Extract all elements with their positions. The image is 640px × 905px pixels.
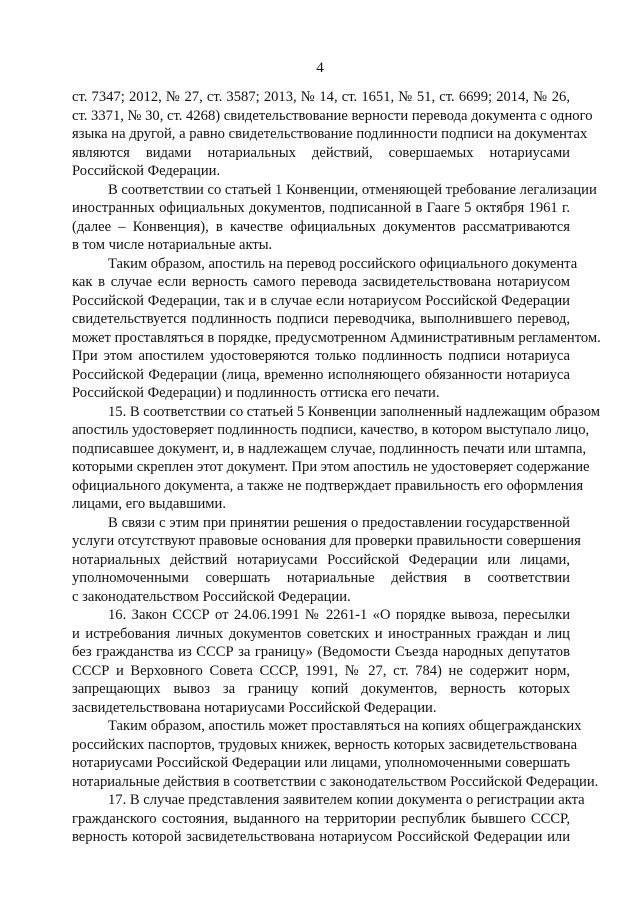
paragraph [72,181,597,255]
text-line: ст. 7347; 2012, № 27, ст. 3587; 2013, № 14, ст. 1651, № 51, ст. 6699; 2014, № 26, [72,89,570,105]
text-line: 15. В соответствии со статьей 5 Конвенции заполненный надлежащим образом [108,403,600,420]
text-line: (далее – Конвенция), в качестве официальных документов рассматриваются [72,218,570,235]
paragraph [72,717,599,791]
text-line: СССР и Верховного Совета СССР, 1991, № 27, ст. 784) не содержит норм, [72,662,570,679]
paragraph [72,88,593,181]
text-line: В соответствии со статьей 1 Конвенции, отменяющей требование легализации [108,181,597,198]
text-line: лицами, его выдавшими. [72,496,226,512]
paragraph [72,514,581,607]
text-line: подписавшее документ, и, в надлежащем случае, подлинность печати или штампа, [72,440,587,457]
text-line: которыми скреплен этот документ. При этом апостиль не удостоверяет содержание [72,459,590,475]
text-line: В связи с этим при принятии решения о предоставлении государственной [108,514,570,531]
text-line: с законодательством Российской Федерации. [72,588,351,605]
text-line: Российской Федерации. [72,163,221,179]
text-line: как в случае если верность самого перевода засвидетельствована нотариусом [72,274,570,290]
paragraph [72,606,570,717]
text-line: апостиль удостоверяет подлинность подписи, качество, в котором выступало лицо, [72,422,590,438]
text-line: нотариальных действий нотариусами Российской Федерации или лицами, [72,551,570,568]
text-line: Российской Федерации, так и в случае если нотариусом Российской Федерации [72,292,570,309]
text-line: Таким образом, апостиль на перевод российского официального документа [108,255,578,272]
text-line: засвидетельствована нотариусами Российской Федерации. [72,699,437,716]
text-line: услуги отсутствуют правовые основания для проверки правильности совершения [72,533,581,549]
page-number: 4 [316,60,324,76]
text-line: ст. 3371, № 30, ст. 4268) свидетельствование верности перевода документа с одного [72,107,593,124]
text-line: российских паспортов, трудовых книжек, верность которых засвидетельствована [72,736,578,753]
paragraph [72,791,585,847]
text-line: 17. В случае представления заявителем копии документа о регистрации акта [108,792,585,808]
text-line: в том числе нотариальные акты. [72,237,273,253]
text-line: запрещающих вывоз за границу копий документов, верность которых [72,681,570,697]
text-line: может проставляться в порядке, предусмотренном Административным регламентом. [72,329,601,346]
paragraph [72,403,600,514]
text-line: официального документа, а также не подтверждает правильность его оформления [72,477,584,494]
text-line: Российской Федерации (лица, временно исполняющего обязанности нотариуса [72,366,570,383]
text-line: гражданского состояния, выданного на территории республик бывшего СССР, [72,810,570,827]
text-line: без гражданства из СССР за границу» (Ведомости Съезда народных депутатов [72,644,570,660]
text-line: нотариусами Российской Федерации или лицами, уполномоченными совершать [72,755,570,771]
text-line: и истребования личных документов советских и иностранных граждан и лиц [72,625,570,642]
text-line: уполномоченными совершать нотариальные действия в соответствии [72,570,570,586]
paragraph [72,255,601,403]
text-line: верность которой засвидетельствована нотариусом Российской Федерации или [72,829,570,845]
text-line: свидетельствуется подлинность подписи переводчика, выполнившего перевод, [72,311,570,327]
text-line: языка на другой, а равно свидетельствование подлинности подписи на документах [72,126,588,142]
text-line: нотариальные действия в соответствии с законодательством Российской Федерации. [72,773,599,790]
text-line: При этом апостилем удостоверяются только подлинность подписи нотариуса [72,348,570,364]
text-line: 16. Закон СССР от 24.06.1991 № 2261-1 «О порядке вывоза, пересылки [108,607,570,623]
document-body [72,88,601,847]
text-line: иностранных официальных документов, подписанной в Гааге 5 октября 1961 г. [72,200,570,216]
text-line: являются видами нотариальных действий, совершаемых нотариусами [72,144,570,161]
text-line: Таким образом, апостиль может проставляться на копиях общегражданских [108,718,582,734]
text-line: Российской Федерации) и подлинность оттиска его печати. [72,385,440,401]
